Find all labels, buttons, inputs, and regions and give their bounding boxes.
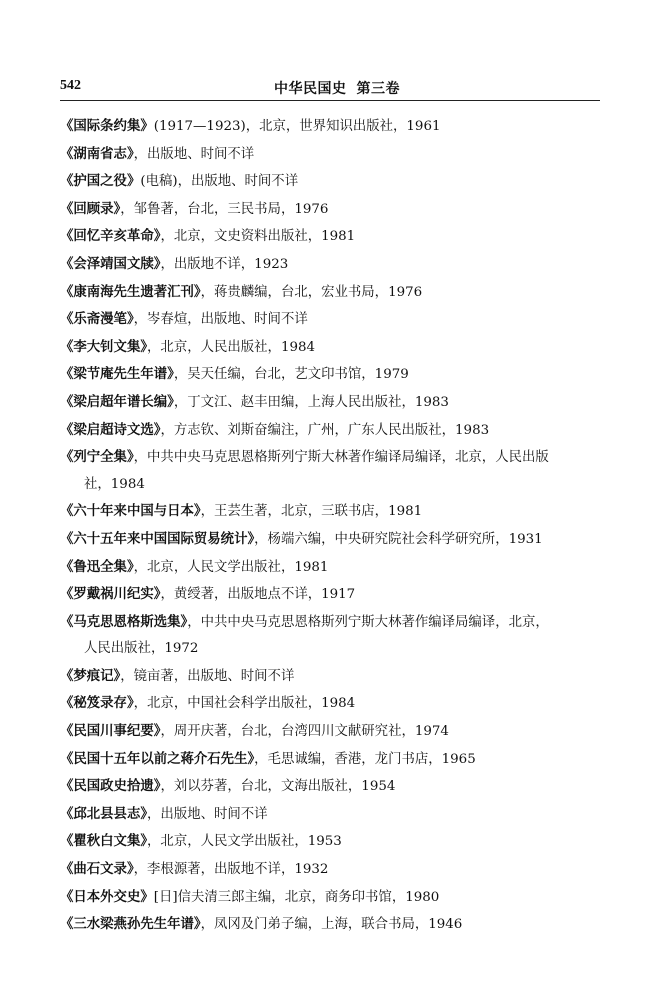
entry-title: 《梦痕记》 [60, 667, 121, 684]
entry-details: ，丁文江、赵丰田编，上海人民出版社，1983 [173, 394, 449, 410]
bibliography-entry [60, 141, 605, 169]
bibliography-entry [60, 690, 605, 718]
entry-continuation: 人民出版社，1972 [84, 641, 199, 657]
entry-details: ，杨端六编，中央研究院社会科学研究所，1931 [254, 531, 543, 547]
running-head [274, 78, 400, 98]
entry-title: 《曲石文录》 [60, 861, 134, 878]
entry-title: 《列宁全集》 [60, 449, 134, 466]
entry-title: 《邱北县县志》 [60, 805, 148, 822]
entry-details: (1917—1923)，北京，世界知识出版社，1961 [153, 119, 441, 134]
bibliography-entry [60, 856, 605, 884]
entry-details: (电稿)，出版地、时间不详 [140, 174, 299, 190]
entry-title: 《马克思恩格斯选集》 [60, 613, 188, 630]
entry-details: ，北京，人民文学出版社，1953 [147, 834, 342, 850]
entry-title: 《罗戴祸川纪实》 [60, 586, 161, 603]
entry-details: ，李根源著，出版地不详，1932 [133, 862, 329, 878]
bibliography-entry [60, 113, 605, 141]
entry-title: 《日本外交史》 [60, 888, 154, 905]
bibliography-entry [60, 884, 605, 912]
entry-title: 《瞿秋白文集》 [60, 833, 148, 850]
entry-title: 《李大钊文集》 [60, 338, 148, 355]
entry-title: 《梁启超诗文选》 [60, 421, 161, 438]
page-number: 542 [60, 78, 81, 93]
book-title: 中华民国史 [274, 81, 347, 97]
page-header [60, 78, 600, 100]
entry-details: ，镜亩著，出版地、时间不详 [120, 668, 295, 684]
bibliography-entry [60, 746, 605, 774]
entry-title: 《康南海先生遗著汇刊》 [60, 283, 201, 300]
bibliography-entry [60, 223, 605, 251]
entry-details: ，毛思诚编，香港，龙门书店，1965 [254, 751, 476, 767]
bibliography-entry [60, 251, 605, 279]
entry-details: ，中共中央马克思恩格斯列宁斯大林著作编译局编译，北京，人民出版 [133, 450, 549, 466]
bibliography-entry [60, 581, 605, 609]
bibliography-entry [60, 389, 605, 417]
bibliography-entry [60, 718, 605, 746]
entry-title: 《国际条约集》 [60, 118, 154, 134]
entry-title: 《三水梁燕孙先生年谱》 [60, 916, 201, 933]
bibliography-entry [60, 361, 605, 389]
entry-title: 《梁启超年谱长编》 [60, 393, 174, 410]
bibliography-entry [60, 498, 605, 526]
entry-details: ，出版地、时间不详 [133, 146, 255, 162]
entry-details: ，中共中央马克思恩格斯列宁斯大林著作编译局编译，北京， [187, 614, 549, 630]
entry-details: ，北京，人民文学出版社，1981 [133, 559, 329, 575]
entry-details: ，刘以芬著，台北，文海出版社，1954 [160, 779, 396, 795]
entry-title: 《护国之役》 [60, 173, 141, 190]
bibliography-entry [60, 801, 605, 829]
entry-details: [日]信夫清三郎主编，北京，商务印书馆，1980 [153, 889, 440, 905]
entry-title: 《民国政史拾遗》 [60, 778, 161, 795]
bibliography-entry [60, 554, 605, 582]
bibliography-entry [60, 279, 605, 307]
entry-details: ，凤冈及门弟子编，上海，联合书局，1946 [200, 917, 463, 933]
entry-title: 《回忆辛亥革命》 [60, 228, 161, 245]
bibliography-entry [60, 444, 605, 498]
bibliography-entry [60, 911, 605, 939]
entry-details: ，北京，中国社会科学出版社，1984 [133, 696, 356, 712]
bibliography-entry [60, 306, 605, 334]
bibliography-entry [60, 526, 605, 554]
header-rule [60, 100, 600, 101]
bibliography-entry [60, 828, 605, 856]
entry-title: 《六十五年来中国国际贸易统计》 [60, 530, 255, 547]
entry-details: ，黄绶著，出版地点不详，1917 [160, 587, 356, 603]
entry-continuation: 社，1984 [84, 476, 145, 492]
entry-title: 《梁节庵先生年谱》 [60, 366, 174, 383]
entry-details: ，邹鲁著，台北，三民书局，1976 [120, 201, 329, 217]
bibliography-entry [60, 417, 605, 445]
entry-details: ，周开庆著，台北，台湾四川文献研究社，1974 [160, 724, 449, 740]
entry-title: 《六十年来中国与日本》 [60, 503, 201, 520]
volume-label: 第三卷 [356, 81, 400, 97]
entry-details: ，王芸生著，北京，三联书店，1981 [200, 504, 423, 520]
entry-details: ，北京，文史资料出版社，1981 [160, 229, 356, 245]
entry-details: ，出版地、时间不详 [147, 806, 268, 822]
bibliography-list [60, 113, 605, 939]
entry-details: ，吴天任编，台北，艺文印书馆，1979 [173, 367, 409, 383]
bibliography-entry [60, 196, 605, 224]
entry-title: 《秘笈录存》 [60, 695, 134, 712]
entry-title: 《民国十五年以前之蒋介石先生》 [60, 750, 255, 767]
bibliography-entry [60, 334, 605, 362]
entry-details: ，方志钦、刘斯奋编注，广州，广东人民出版社，1983 [160, 422, 490, 438]
bibliography-entry [60, 773, 605, 801]
entry-title: 《回顾录》 [60, 200, 121, 217]
bibliography-entry [60, 663, 605, 691]
entry-details: ，出版地不详，1923 [160, 256, 289, 272]
bibliography-entry [60, 609, 605, 663]
entry-title: 《鲁迅全集》 [60, 558, 134, 575]
entry-title: 《民国川事纪要》 [60, 723, 161, 740]
entry-details: ，北京，人民出版社，1984 [147, 339, 316, 355]
entry-details: ，蒋贵麟编，台北，宏业书局，1976 [200, 284, 423, 300]
entry-title: 《会泽靖国文牍》 [60, 255, 161, 272]
entry-title: 《乐斋漫笔》 [60, 311, 134, 328]
bibliography-entry [60, 168, 605, 196]
entry-details: ，岑春煊，出版地、时间不详 [133, 312, 308, 328]
entry-title: 《湖南省志》 [60, 145, 134, 162]
